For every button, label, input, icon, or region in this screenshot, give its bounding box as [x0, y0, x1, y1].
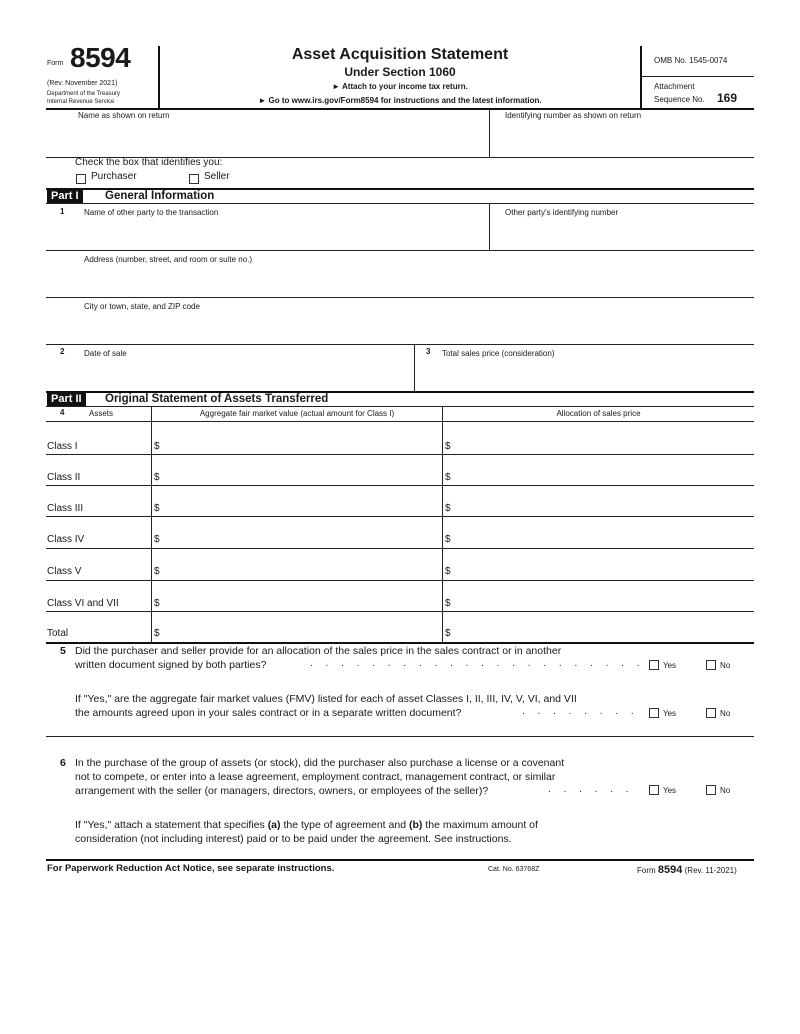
- purchaser-label: Purchaser: [91, 171, 137, 182]
- seller-label: Seller: [204, 171, 230, 182]
- line-1-number: 1: [60, 207, 65, 216]
- question-5-line1: Did the purchaser and seller provide for an allocation of the sales price in the sales contract or in another: [75, 645, 562, 657]
- question-6-line1: In the purchase of the group of assets (or stock), did the purchaser also purchase a license or a covenant: [75, 757, 565, 769]
- q5-fmv-yes-label: Yes: [663, 709, 677, 718]
- check-box-instruction: Check the box that identifies you:: [75, 157, 223, 168]
- question-6-line2: not to compete, or enter into a lease agreement, employment contract, management contract, or similar: [75, 771, 556, 783]
- form-number: 8594: [70, 42, 131, 73]
- name-on-return-label: Name as shown on return: [78, 111, 170, 120]
- q6-no-label: No: [720, 786, 731, 795]
- q5-no-checkbox[interactable]: [706, 660, 716, 670]
- row-class-label: Class VI and VII: [47, 598, 119, 609]
- row-class-label: Class IV: [47, 534, 85, 545]
- total-sales-price-label: Total sales price (consideration): [442, 349, 555, 358]
- fmv-dollar-sign: $: [154, 503, 160, 514]
- line-4-number: 4: [60, 408, 65, 417]
- part-1-tag: Part I: [47, 189, 83, 203]
- allocation-dollar-sign: $: [445, 441, 451, 452]
- question-6-note-line1: If "Yes," attach a statement that specifies (a) the type of agreement and (b) the maximum amount of: [75, 819, 538, 831]
- row-class-label: Class V: [47, 566, 82, 577]
- question-6-line3: arrangement with the seller (or managers, directors, owners, or employees of the seller)?: [75, 785, 489, 797]
- q5-fmv-yes-checkbox[interactable]: [649, 708, 659, 718]
- revision-date: (Rev. November 2021): [47, 80, 118, 87]
- identifying-number-label: Identifying number as shown on return: [505, 111, 642, 120]
- omb-number: OMB No. 1545-0074: [654, 56, 728, 65]
- row-class-label: Class III: [47, 503, 84, 514]
- other-party-id-label: Other party's identifying number: [505, 208, 619, 217]
- website-instruction: ► Go to www.irs.gov/Form8594 for instructions and the latest information.: [258, 96, 542, 105]
- row-class-label: Class II: [47, 472, 81, 483]
- fmv-dollar-sign: $: [154, 472, 160, 483]
- q6-yes-checkbox[interactable]: [649, 785, 659, 795]
- attach-instruction: ► Attach to your income tax return.: [332, 82, 468, 91]
- q6-no-checkbox[interactable]: [706, 785, 716, 795]
- question-5-followup-line2: the amounts agreed upon in your sales contract or in a separate written document?: [75, 707, 462, 719]
- city-state-zip-label: City or town, state, and ZIP code: [84, 302, 200, 311]
- allocation-dollar-sign: $: [445, 534, 451, 545]
- q5-yes-checkbox[interactable]: [649, 660, 659, 670]
- question-5-line2: written document signed by both parties?: [75, 659, 267, 671]
- form-word: Form: [47, 60, 64, 67]
- fmv-dollar-sign: $: [154, 566, 160, 577]
- line-3-number: 3: [426, 347, 431, 356]
- q5-no-label: No: [720, 661, 731, 670]
- other-party-name-label: Name of other party to the transaction: [84, 208, 219, 217]
- part-2-tag: Part II: [47, 392, 86, 406]
- fmv-dollar-sign: $: [154, 598, 160, 609]
- address-label: Address (number, street, and room or suite no.): [84, 255, 253, 264]
- sequence-number: 169: [717, 91, 738, 105]
- part-2-title: Original Statement of Assets Transferred: [105, 393, 329, 405]
- q5-fmv-no-checkbox[interactable]: [706, 708, 716, 718]
- department-line1: Department of the Treasury: [47, 91, 121, 97]
- seller-checkbox[interactable]: [189, 174, 199, 184]
- form-subtitle: Under Section 1060: [344, 65, 456, 79]
- department-line2: Internal Revenue Service: [47, 99, 115, 105]
- line-2-number: 2: [60, 347, 65, 356]
- column-allocation-header: Allocation of sales price: [556, 409, 641, 418]
- fmv-dollar-sign: $: [154, 534, 160, 545]
- row-class-label: Class I: [47, 441, 78, 452]
- question-5-number: 5: [60, 645, 66, 657]
- allocation-dollar-sign: $: [445, 472, 451, 483]
- row-class-label: Total: [47, 628, 69, 639]
- q5-fmv-no-label: No: [720, 709, 731, 718]
- allocation-dollar-sign: $: [445, 566, 451, 577]
- allocation-dollar-sign: $: [445, 598, 451, 609]
- q5-yes-label: Yes: [663, 661, 677, 670]
- question-5-followup-line1: If "Yes," are the aggregate fair market values (FMV) listed for each of asset Classes I, II, III, IV, V, VI, and VII: [75, 693, 577, 705]
- question-6-note-line2: consideration (not including interest) paid or to be paid under the agreement. See instructions.: [75, 833, 512, 845]
- column-assets-header: Assets: [89, 409, 114, 418]
- footer-form-id: Form 8594 (Rev. 11-2021): [637, 864, 737, 876]
- fmv-dollar-sign: $: [154, 628, 160, 639]
- attachment-label: Attachment: [654, 82, 695, 91]
- sequence-label: Sequence No.: [654, 95, 705, 104]
- question-6-number: 6: [60, 757, 66, 769]
- paperwork-notice: For Paperwork Reduction Act Notice, see separate instructions.: [47, 863, 335, 874]
- q6-yes-label: Yes: [663, 786, 677, 795]
- date-of-sale-label: Date of sale: [84, 349, 127, 358]
- purchaser-checkbox[interactable]: [76, 174, 86, 184]
- column-fmv-header: Aggregate fair market value (actual amount for Class I): [199, 409, 395, 418]
- catalog-number: Cat. No. 63768Z: [488, 866, 540, 873]
- allocation-dollar-sign: $: [445, 628, 451, 639]
- form-title: Asset Acquisition Statement: [291, 46, 509, 63]
- allocation-dollar-sign: $: [445, 503, 451, 514]
- fmv-dollar-sign: $: [154, 441, 160, 452]
- part-1-title: General Information: [105, 190, 215, 202]
